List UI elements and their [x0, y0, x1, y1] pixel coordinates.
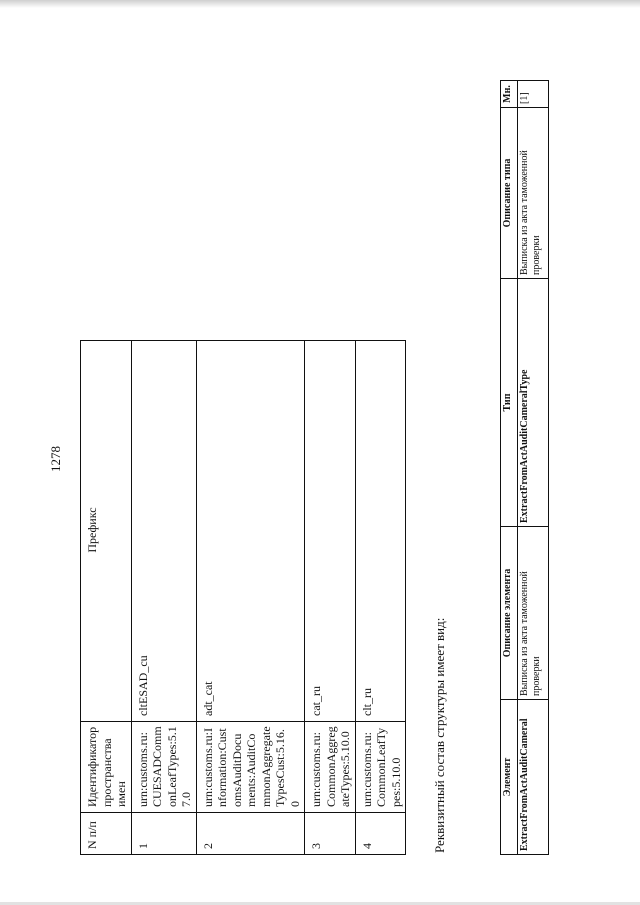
row-identifier: urn:customs.ru:CommonAggregateTypes:5.10.0	[305, 722, 356, 813]
header-multiplicity: Мн.	[501, 81, 518, 108]
scan-top-edge	[0, 0, 640, 8]
row-type-description: Выписка из акта таможенной проверки	[518, 108, 549, 279]
table-row	[196, 341, 305, 855]
elements-table	[500, 80, 549, 855]
table-row	[131, 341, 196, 855]
namespaces-table	[80, 340, 406, 855]
header-num: N п/п	[81, 813, 132, 855]
row-num: 1	[131, 813, 196, 855]
row-prefix: cltESAD_cu	[131, 341, 196, 722]
header-element: Элемент	[501, 700, 518, 855]
row-identifier: urn:customs.ru:CommonLeafTypes:5.10.0	[355, 722, 406, 813]
row-element-description: Выписка из акта таможенной проверки	[518, 527, 549, 700]
row-prefix: cat_ru	[305, 341, 356, 722]
row-num: 4	[355, 813, 406, 855]
structure-caption: Реквизитный состав структуры имеет вид:	[432, 617, 447, 853]
elements-header-row	[501, 81, 518, 855]
row-element: ExtractFromActAuditCameral	[518, 700, 549, 855]
row-num: 2	[196, 813, 305, 855]
table-row	[355, 341, 406, 855]
page-number: 1278	[48, 446, 63, 472]
header-type: Тип	[501, 279, 518, 527]
table-row	[518, 81, 549, 855]
row-multiplicity: [1]	[518, 81, 549, 108]
table-row	[305, 341, 356, 855]
namespaces-header-row	[81, 341, 132, 855]
header-identifier: Идентификатор пространства имен	[81, 722, 132, 813]
header-element-description: Описание элемента	[501, 527, 518, 700]
row-type: ExtractFromActAuditCameralType	[518, 279, 549, 527]
row-prefix: clt_ru	[355, 341, 406, 722]
row-num: 3	[305, 813, 356, 855]
row-identifier: urn:customs.ru:CUESADCommonLeafTypes:5.17.0	[131, 722, 196, 813]
row-identifier: urn:customs.ru:Information:CustomsAuditDocuments:AuditCommonAggregateTypesCust:5.16.0	[196, 722, 305, 813]
row-prefix: adt_cat	[196, 341, 305, 722]
header-type-description: Описание типа	[501, 108, 518, 279]
header-prefix: Префикс	[81, 341, 132, 722]
